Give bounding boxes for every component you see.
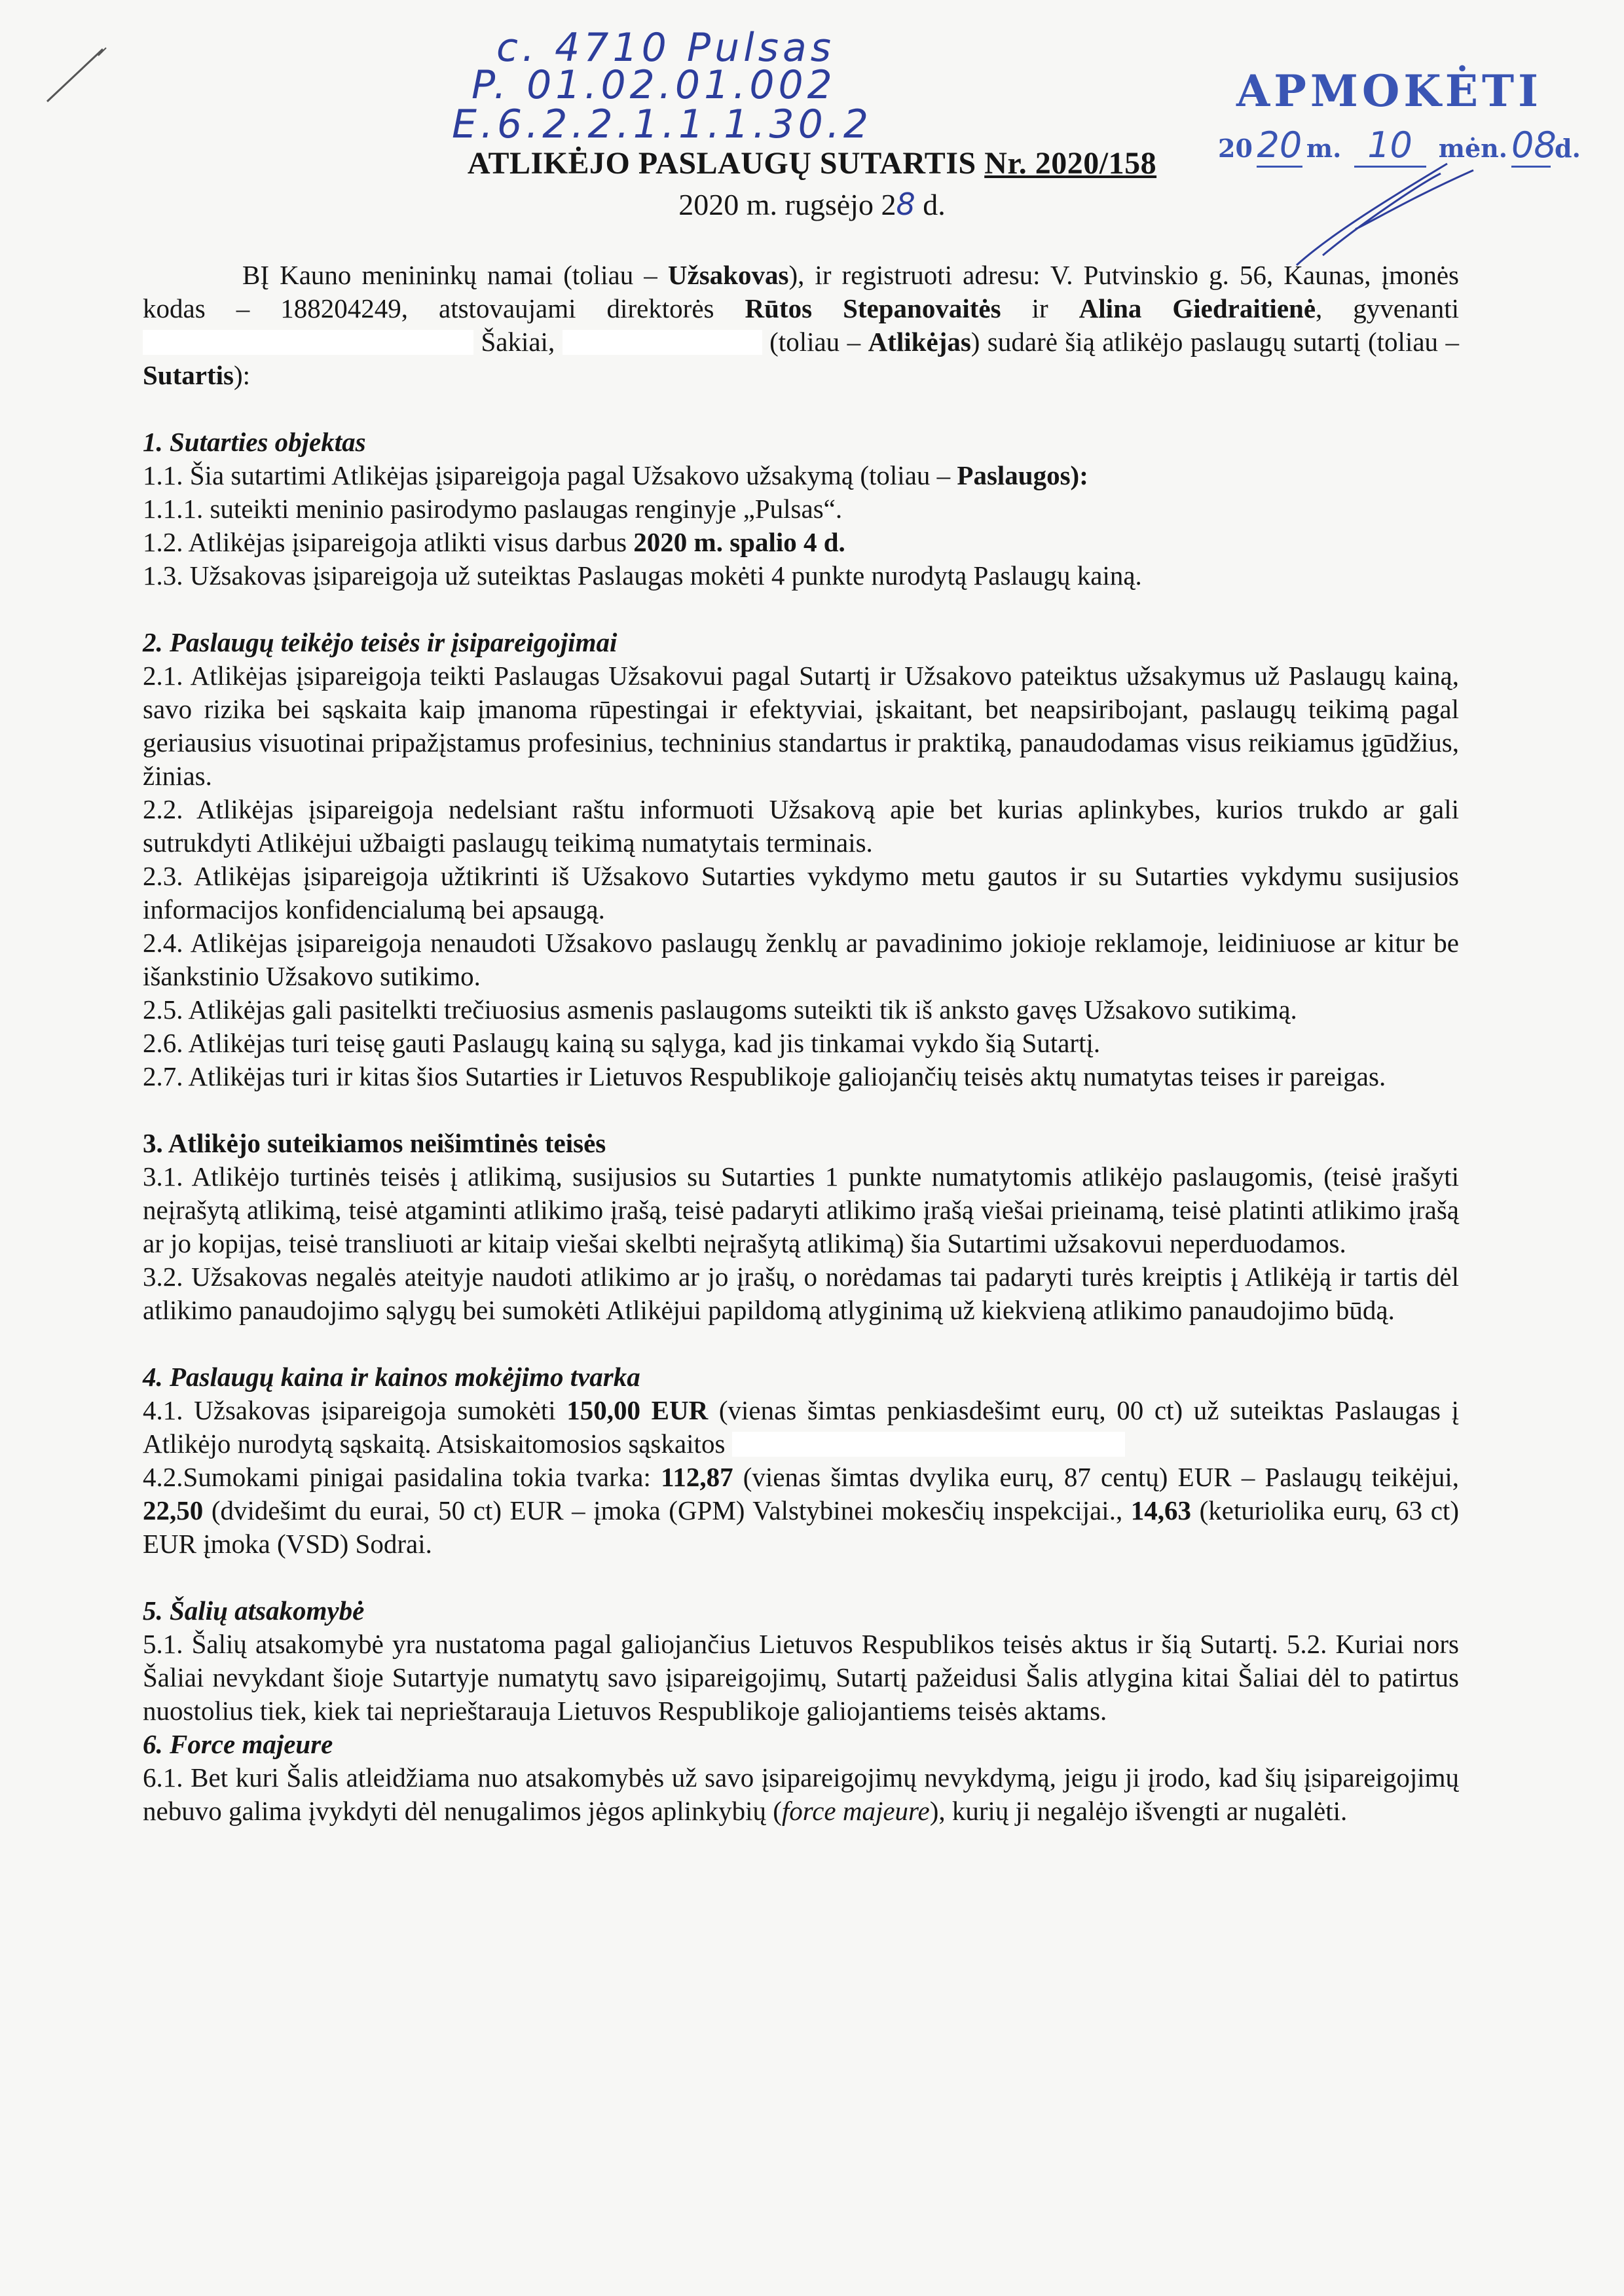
clause-3-1: 3.1. Atlikėjo turtinės teisės į atlikimą, susijusios su Sutarties 1 punkte numatytomis atlikėjo paslaugomis, (teisė įrašyti neįrašytą atlikimą, teisė atgaminti atlikimo įrašą, teisė padaryti atlikimo įrašą viešai prieinamą, teisė platinti atlikimo įrašą ar jo kopijas, teisė transliuoti ar kitaip viešai skelbti neįrašytą atlikimą) šia Sutartimi užsakovui neperduodamos. (143, 1161, 1459, 1258)
section-4-heading: 4. Paslaugų kaina ir kainos mokėjimo tvarka (143, 1362, 640, 1392)
clause-6-1 (143, 1761, 1459, 1828)
parties-text-1: BĮ Kauno menininkų namai (toliau – (242, 260, 668, 290)
clause-2-4: 2.4. Atlikėjas įsipareigoja nenaudoti Užsakovo paslaugų ženklų ar pavadinimo jokioje reklamoje, leidiniuose ar kitur be išankstinio Užsakovo sutikimo. (143, 928, 1459, 991)
performer-term: Atlikėjas (868, 327, 971, 357)
parties-text-7: ): (233, 360, 251, 390)
clause-6-1-text-2: ), kurių ji negalėjo išvengti ar nugalėti. (929, 1796, 1348, 1826)
clause-1-3: 1.3. Užsakovas įsipareigoja už suteiktas Paslaugas mokėti 4 punkte nurodytą Paslaugų kainą. (143, 560, 1142, 591)
handwritten-note-2: P. 01.02.01.002 (471, 62, 836, 108)
stamp-title: APMOKĖTI (1236, 65, 1543, 117)
stamp-month-hand: 10 (1354, 124, 1426, 168)
stamp-d-label: d. (1555, 134, 1581, 163)
clause-4-1-text-1: 4.1. Užsakovas įsipareigoja sumokėti (143, 1395, 567, 1425)
clause-4-2-text-2: (vienas šimtas dvylika eurų, 87 centų) EUR – Paslaugų teikėjui, (733, 1462, 1460, 1492)
redacted-address (143, 330, 473, 355)
redacted-account-number (732, 1432, 1125, 1457)
pen-stroke-mark (41, 36, 113, 108)
clause-1-1 (143, 459, 1459, 492)
clause-3-2: 3.2. Užsakovas negalės ateityje naudoti atlikimo ar jo įrašų, o norėdamas tai padaryti turės kreiptis į Atlikėją ir tartis dėl atlikimo panaudojimo sąlygų bei sumokėti Atlikėjui papildomą atlyginimą už kiekvieną atlikimo panaudojimo būdą. (143, 1262, 1459, 1325)
parties-text-3: ir (1001, 293, 1079, 323)
clause-4-1 (143, 1394, 1459, 1461)
clause-2-7: 2.7. Atlikėjas turi ir kitas šios Sutarties ir Lietuvos Respublikoje galiojančių teisės aktų numatytas teises ir pareigas. (143, 1061, 1386, 1091)
services-term: Paslaugos): (957, 460, 1088, 490)
clause-2-2: 2.2. Atlikėjas įsipareigoja nedelsiant raštu informuoti Užsakovą apie bet kurias aplinkybes, kurios trukdo ar gali sutrukdyti Atlikėjui užbaigti paslaugų teikimą numatytais terminais. (143, 794, 1459, 858)
parties-text-4: , gyvenanti (1316, 293, 1459, 323)
date-prefix: 2020 m. rugsėjo 2 (678, 188, 896, 221)
clause-1-2-text: 1.2. Atlikėjas įsipareigoja atlikti visus darbus (143, 527, 634, 557)
director-name: Rūtos Stepanovaitės (745, 293, 1001, 323)
net-amount: 112,87 (661, 1462, 733, 1492)
clause-2-5: 2.5. Atlikėjas gali pasitelkti trečiuosius asmenis paslaugoms suteikti tik iš anksto gavęs Užsakovo sutikimą. (143, 994, 1297, 1025)
stamp-men-label: mėn. (1438, 134, 1508, 163)
clause-1-1-1: 1.1.1. suteikti meninio pasirodymo paslaugas renginyje „Pulsas“. (143, 494, 843, 524)
performance-date: 2020 m. spalio 4 d. (633, 527, 845, 557)
section-1-heading: 1. Sutarties objektas (143, 427, 366, 457)
vsd-amount: 14,63 (1130, 1495, 1192, 1525)
stamp-day-hand: 08 (1511, 124, 1551, 168)
clause-2-3: 2.3. Atlikėjas įsipareigoja užtikrinti iš Užsakovo Sutarties vykdymo metu gautos ir su Sutarties vykdymu susijusios informacijos konfidencialumą bei apsaugą. (143, 861, 1459, 924)
stamp-year-prefix: 20 (1218, 134, 1253, 163)
clause-4-1-text-2: (vienas šimtas penkiasdešimt eurų, 00 ct) už suteiktas Paslaugas į Atlikėjo nurodytą sąskaitą. Atsiskaitomosios sąskaitos (143, 1395, 1459, 1459)
handwritten-note-1: c. 4710 Pulsas (496, 25, 836, 71)
date-hand-digit: 8 (896, 187, 915, 222)
performer-city: Šakiai, (473, 327, 563, 357)
document-title (0, 145, 1624, 181)
gpm-amount: 22,50 (143, 1495, 204, 1525)
clause-6-1-text-1: 6.1. Bet kuri Šalis atleidžiama nuo atsakomybės už savo įsipareigojimų nevykdymą, jeigu ji įrodo, kad šių įsipareigojimų nebuvo galima įvykdyti dėl nenugalimos jėgos aplinkybių ( (143, 1762, 1459, 1826)
clause-1-2 (143, 526, 1459, 559)
stamp-year-hand: 20 (1257, 124, 1302, 168)
clause-4-2-text-3: (dvidešimt du eurai, 50 ct) EUR – įmoka (GPM) Valstybinei mokesčių inspekcijai., (203, 1495, 1131, 1525)
price-amount: 150,00 EUR (566, 1395, 709, 1425)
parties-text-5: (toliau – (762, 327, 868, 357)
contract-number: Nr. 2020/158 (984, 146, 1157, 181)
handwritten-note-3: E.6.2.2.1.1.1.30.2 (452, 101, 873, 147)
contract-date (0, 187, 1624, 222)
section-2-heading: 2. Paslaugų teikėjo teisės ir įsipareigojimai (143, 627, 618, 657)
force-majeure-term: force majeure (781, 1796, 930, 1826)
stamp-m-label: m. (1306, 134, 1342, 163)
performer-name: Alina Giedraitienė (1079, 293, 1316, 323)
contract-body (143, 259, 1459, 1828)
parties-paragraph (143, 259, 1459, 392)
parties-text-2: ), ir registruoti adresu: V. Putvinskio g. 56, Kaunas, įmonės kodas – 188204249, atstovaujami direktorės (143, 260, 1459, 323)
section-5-heading: 5. Šalių atsakomybė (143, 1595, 365, 1626)
redacted-personal-code (563, 330, 762, 355)
clause-1-1-text: 1.1. Šia sutartimi Atlikėjas įsipareigoja pagal Užsakovo užsakymą (toliau – (143, 460, 957, 490)
contract-term: Sutartis (143, 360, 234, 390)
clause-4-2-text-1: 4.2.Sumokami pinigai pasidalina tokia tvarka: (143, 1462, 661, 1492)
clause-2-6: 2.6. Atlikėjas turi teisę gauti Paslaugų kainą su sąlyga, kad jis tinkamai vykdo šią Sutartį. (143, 1028, 1101, 1058)
section-3-heading: 3. Atlikėjo suteikiamos neišimtinės teisės (143, 1128, 606, 1158)
section-6-heading: 6. Force majeure (143, 1729, 333, 1759)
date-suffix: d. (915, 188, 946, 221)
clause-2-1: 2.1. Atlikėjas įsipareigoja teikti Paslaugas Užsakovui pagal Sutartį ir Užsakovo pateiktus užsakymus už Paslaugų kainą, savo rizika bei sąskaita kaip įmanoma rūpestingai ir efektyviai, įskaitant, bet neapsiribojant, paslaugų teikimą pagal geriausius visuotinai pripažįstamus profesinius, techninius standartus ir praktiką, panaudodamas visus reikiamus įgūdžius, žinias. (143, 661, 1459, 791)
clause-5-1: 5.1. Šalių atsakomybė yra nustatoma pagal galiojančius Lietuvos Respublikos teisės aktus ir šią Sutartį. 5.2. Kuriai nors Šaliai nevykdant šioje Sutartyje numatytų savo įsipareigojimų, Sutartį pažeidusi Šalis atlygina kitai Šaliai dėl to patirtus nuostolius tiek, kiek tai neprieštarauja Lietuvos Respublikoje galiojantiems teisės aktams. (143, 1629, 1459, 1726)
parties-text-6: ) sudarė šią atlikėjo paslaugų sutartį (toliau – (970, 327, 1460, 357)
title-prefix: ATLIKĖJO PASLAUGŲ SUTARTIS (467, 146, 985, 181)
clause-4-2 (143, 1461, 1459, 1561)
customer-term: Užsakovas (667, 260, 789, 290)
clause-4-2-text-4: (keturiolika eurų, 63 ct) EUR įmoka (VSD) Sodrai. (143, 1495, 1459, 1559)
